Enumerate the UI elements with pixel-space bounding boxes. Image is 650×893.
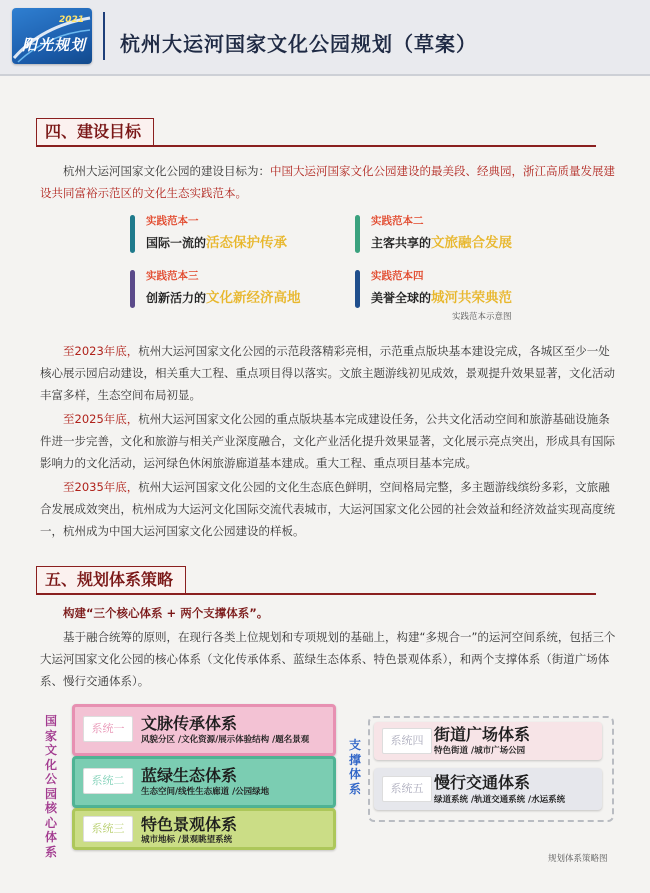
system-tag: 系统四	[382, 728, 432, 754]
practice-example-2	[355, 211, 585, 259]
example-text	[371, 286, 512, 306]
example-text	[371, 231, 512, 251]
example-accent-bar	[130, 270, 135, 308]
example-title: 实践范本一	[146, 215, 199, 227]
logo-year: 2021	[58, 15, 84, 25]
goal-2023-text: 杭州大运河国家文化公园的示范段落精彩亮相，示范重点版块基本建设完成，各城区至少一处核心展示园启动建设，相关重大工程、重点项目得以落实。文旅主题游线初见成效，景观提升效果显著，文化活动丰富多样，生态空间布局初显。	[40, 344, 615, 402]
example-prefix: 国际一流的	[146, 236, 207, 250]
support-systems-label: 支撑体系	[348, 738, 361, 796]
system-subitems: 生态空间/线性生态廊道 /公园绿地	[141, 787, 270, 797]
section-heading-5	[36, 566, 596, 592]
goal-2035-text: 杭州大运河国家文化公园的文化生态底色鲜明，空间格局完整，多主题游线缤纷多彩，文旅融合发展成效突出，杭州成为大运河文化国际交流代表城市，大运河国家文化公园的社会效益和经济效益实现高度统一，杭州成为中国大运河国家文化公园建设的样板。	[40, 480, 615, 538]
example-prefix: 主客共享的	[371, 236, 432, 250]
sunshine-planning-logo	[12, 8, 92, 64]
example-prefix: 创新活力的	[146, 291, 207, 305]
example-accent-bar	[355, 215, 360, 253]
strategy-paragraph: 基于融合统筹的原则，在现行各类上位规划和专项规划的基础上，构建“多规合一”的运河空间系统，包括三个大运河国家文化公园的核心体系（文化传承体系、蓝绿生态体系、特色景观体系），和两个支撑体系（街道广场体系、慢行交通体系）。	[40, 630, 616, 688]
example-title: 实践范本二	[371, 215, 424, 227]
system-tag: 系统三	[83, 816, 133, 842]
section-rule	[36, 145, 596, 147]
system-card-3	[72, 808, 336, 850]
system-subitems: 城市地标 /景观眺望系统	[141, 835, 233, 845]
goal-intro-highlight: 中国大运河国家文化公园建设的最美段、经典园，浙江高质量发展建设共同富裕示范区的文化生态实践范本。	[40, 164, 615, 200]
system-name: 文脉传承体系	[141, 714, 238, 733]
system-name: 慢行交通体系	[434, 773, 531, 792]
system-name: 蓝绿生态体系	[141, 766, 238, 785]
example-title: 实践范本四	[371, 270, 424, 282]
logo-text: 阳光规划	[22, 36, 87, 54]
goal-2035-paragraph	[40, 476, 618, 542]
section-heading-label: 五、规划体系策略	[36, 566, 186, 594]
page-header	[0, 0, 650, 76]
goal-2035-year: 至2035年底，	[63, 480, 139, 494]
system-tag: 系统五	[382, 776, 432, 802]
system-name: 特色景观体系	[141, 815, 238, 834]
example-prefix: 美誉全球的	[371, 291, 432, 305]
document-title: 杭州大运河国家文化公园规划（草案）	[120, 32, 477, 56]
section-heading-4	[36, 118, 596, 144]
system-tag: 系统一	[83, 716, 133, 742]
goal-2025-year: 至2025年底，	[63, 412, 139, 426]
practice-example-3	[130, 266, 360, 314]
system-name: 街道广场体系	[434, 725, 531, 744]
header-divider	[103, 12, 105, 60]
system-card-1	[72, 704, 336, 756]
example-highlight: 文旅融合发展	[431, 235, 513, 251]
system-subitems: 特色街道 /城市广场公园	[434, 746, 526, 756]
example-accent-bar	[355, 270, 360, 308]
example-highlight: 城河共荣典范	[431, 290, 513, 306]
system-tag: 系统二	[83, 768, 133, 794]
system-card-4	[374, 722, 602, 760]
practice-example-1	[130, 211, 360, 259]
strategy-lead: 构建“三个核心体系 + 两个支撑体系”。	[63, 606, 269, 620]
goal-2023-year: 至2023年底，	[63, 344, 139, 358]
system-subitems: 风貌分区 /文化资源/展示体验结构 /题名景观	[141, 735, 310, 745]
example-highlight: 活态保护传承	[206, 235, 288, 251]
system-subitems: 绿道系统 /轨道交通系统 /水运系统	[434, 795, 566, 805]
example-highlight: 文化新经济高地	[206, 290, 301, 306]
diagram-caption: 规划体系策略图	[548, 854, 608, 864]
system-card-5	[374, 768, 602, 810]
practice-example-4	[355, 266, 585, 314]
section-rule	[36, 593, 596, 595]
example-text	[146, 231, 287, 251]
system-card-2	[72, 756, 336, 808]
goal-2025-paragraph	[40, 408, 618, 474]
example-accent-bar	[130, 215, 135, 253]
example-title: 实践范本三	[146, 270, 199, 282]
goal-2025-text: 杭州大运河国家文化公园的重点版块基本完成建设任务，公共文化活动空间和旅游基础设施条件进一步完善，文化和旅游与相关产业深度融合，文化产业活化提升效果显著，文化展示亮点突出，形成具有国际影响力的文化活动，运河绿色休闲旅游廊道基本建成。重大工程、重点项目基本完成。	[40, 412, 615, 470]
examples-caption: 实践范本示意图	[452, 312, 512, 322]
goal-intro-paragraph	[40, 160, 618, 204]
goal-2023-paragraph	[40, 340, 618, 406]
goal-intro-text: 杭州大运河国家文化公园的建设目标为：	[63, 164, 270, 178]
core-systems-label: 国家文化公园核心体系	[44, 714, 57, 859]
example-text	[146, 286, 301, 306]
section-heading-label: 四、建设目标	[36, 118, 154, 146]
